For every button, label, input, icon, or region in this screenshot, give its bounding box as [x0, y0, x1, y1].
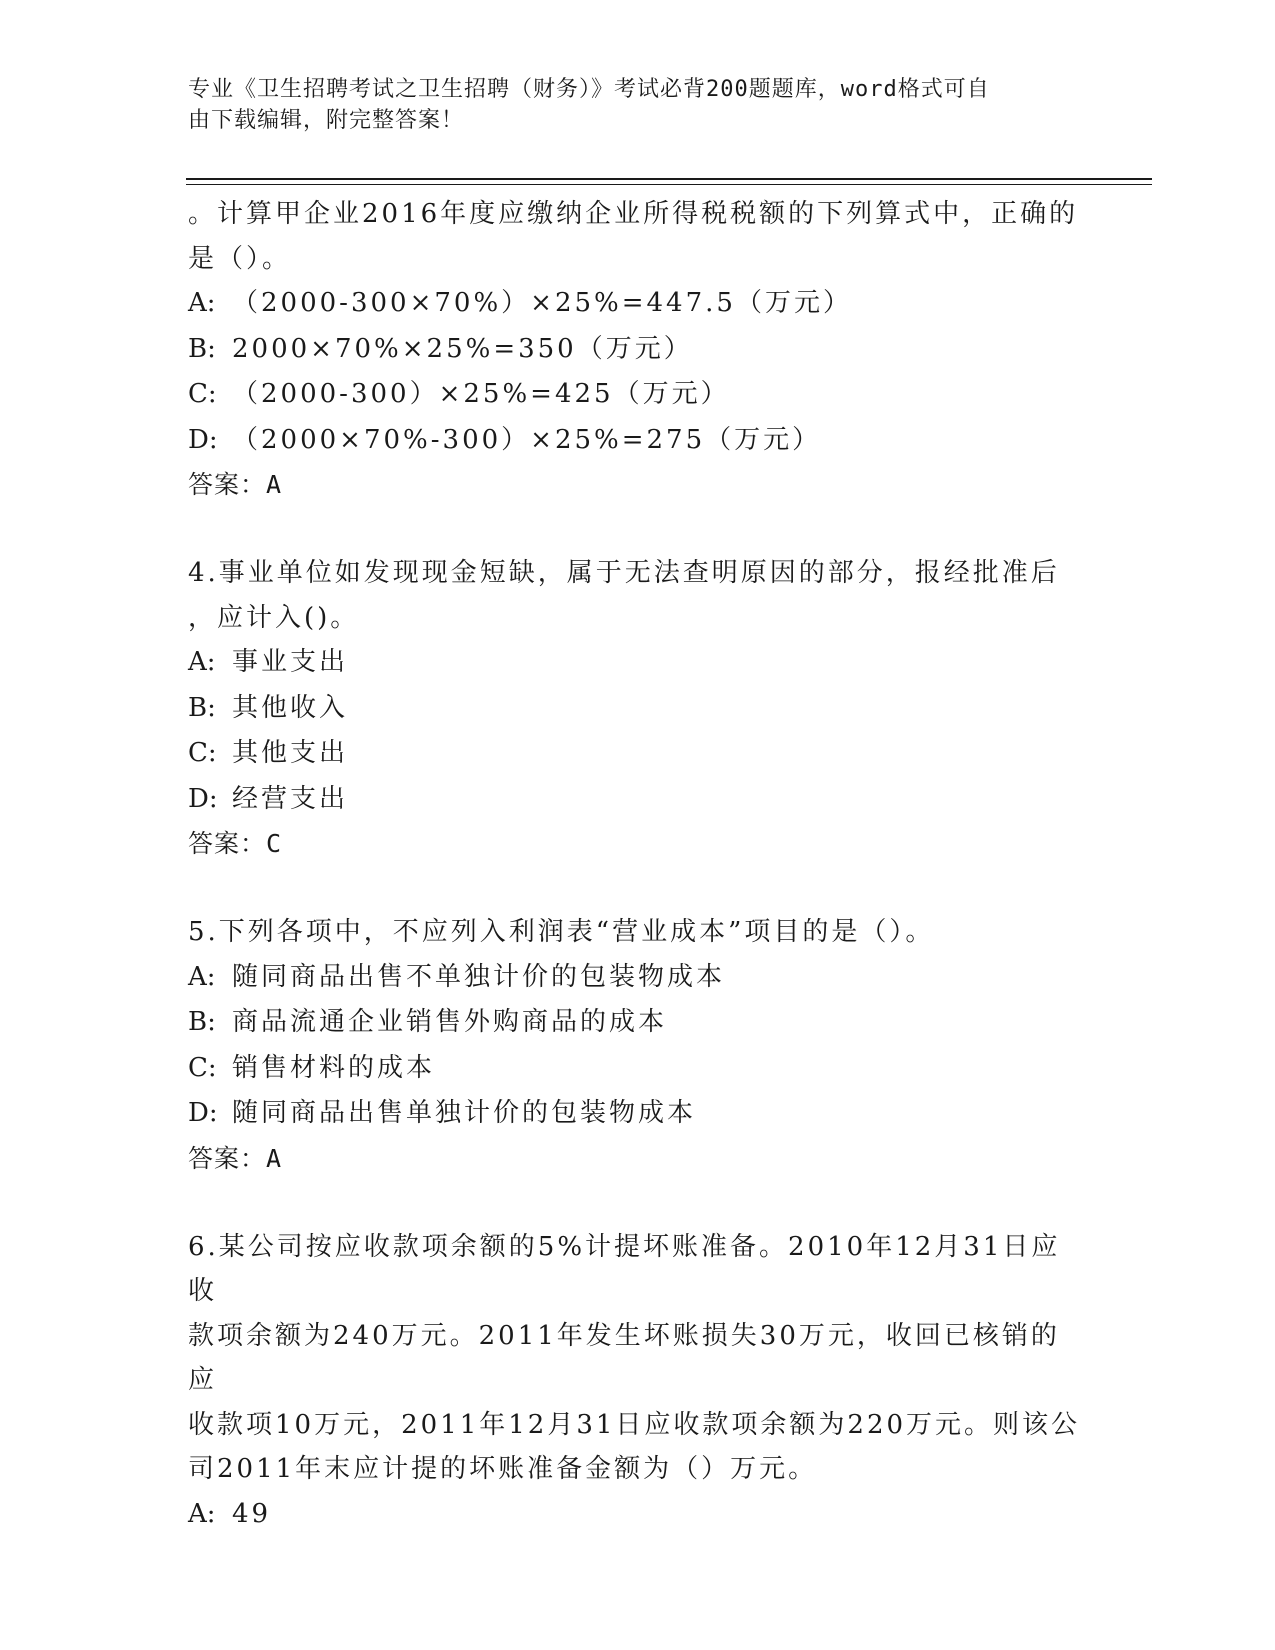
option-text: 商品流通企业销售外购商品的成本: [232, 1007, 668, 1037]
option-text: （2000-300×70%）×25%=447.5（万元）: [232, 288, 852, 318]
option-key: B:: [188, 1007, 216, 1037]
question-5-answer: 答案：A: [188, 1143, 283, 1173]
question-list: [188, 192, 1088, 1537]
question-3-answer: 答案：A: [188, 470, 283, 499]
spacer: [188, 507, 1088, 551]
question-6-text-line-2: 款项余额为240万元。2011年发生坏账损失30万元，收回已核销的应: [188, 1320, 1060, 1395]
option-text: 销售材料的成本: [232, 1052, 436, 1083]
question-3-text-line-1: 。计算甲企业2016年度应缴纳企业所得税税额的下列算式中，正确的: [188, 199, 1079, 229]
question-4-text-line-2: ，应计入()。: [188, 602, 360, 633]
question-4-option-a: [188, 640, 1088, 686]
option-text: 随同商品出售不单独计价的包装物成本: [232, 961, 726, 992]
option-key: D:: [188, 783, 218, 814]
option-key: A:: [188, 288, 216, 318]
option-text: 其他支出: [232, 738, 349, 768]
option-key: B:: [188, 333, 216, 364]
question-4-answer: 答案：C: [188, 829, 283, 858]
question-5-option-b: [188, 1000, 1088, 1046]
question-5-option-a: [188, 955, 1088, 1001]
option-key: B:: [188, 692, 216, 723]
question-4: [188, 551, 1088, 866]
option-text: 事业支出: [232, 647, 349, 677]
question-6: [188, 1225, 1088, 1538]
question-5-option-d: [188, 1091, 1088, 1137]
question-4-option-b: [188, 686, 1088, 732]
header-line-2: 由下载编辑，附完整答案！: [188, 108, 465, 133]
option-text: （2000-300）×25%=425（万元）: [232, 379, 730, 409]
option-text: 49: [232, 1498, 272, 1529]
spacer: [188, 866, 1088, 910]
option-key: D:: [188, 424, 218, 455]
question-5-option-c: [188, 1046, 1088, 1092]
question-3: [188, 192, 1088, 507]
option-key: A:: [188, 961, 216, 992]
question-3-option-b: [188, 327, 1088, 373]
option-key: C:: [188, 1052, 217, 1083]
spacer: [188, 1181, 1088, 1225]
question-6-text-line-1: 6.某公司按应收款项余额的5%计提坏账准备。2010年12月31日应收: [188, 1231, 1061, 1306]
question-4-option-d: [188, 777, 1088, 823]
question-5-text-line-1: 5.下列各项中，不应列入利润表“营业成本”项目的是（）。: [188, 917, 935, 947]
option-text: 经营支出: [232, 783, 349, 814]
option-key: D:: [188, 1098, 218, 1128]
question-6-text-line-3: 收款项10万元，2011年12月31日应收款项余额为220万元。则该公: [188, 1409, 1081, 1440]
question-4-text-line-1: 4.事业单位如发现现金短缺，属于无法查明原因的部分，报经批准后: [188, 558, 1060, 588]
option-text: 2000×70%×25%=350（万元）: [232, 333, 693, 364]
option-text: 随同商品出售单独计价的包装物成本: [232, 1098, 697, 1128]
option-text: 其他收入: [232, 692, 349, 723]
question-6-text-line-4: 司2011年末应计提的坏账准备金额为（）万元。: [188, 1454, 818, 1484]
header-divider-thick: [186, 178, 1152, 180]
option-text: （2000×70%-300）×25%=275（万元）: [232, 424, 822, 455]
question-3-option-a: [188, 281, 1088, 327]
question-6-option-a: [188, 1492, 1088, 1538]
option-key: A:: [188, 1498, 216, 1529]
question-3-option-c: [188, 372, 1088, 418]
question-4-option-c: [188, 731, 1088, 777]
question-3-text-line-2: 是（）。: [188, 243, 292, 274]
header-divider-thin: [186, 184, 1152, 185]
header-line-1: 专业《卫生招聘考试之卫生招聘（财务）》考试必背200题题库，word格式可自: [188, 77, 990, 102]
question-5: [188, 910, 1088, 1181]
option-key: A:: [188, 647, 216, 677]
document-header: [188, 74, 1068, 136]
question-3-option-d: [188, 418, 1088, 464]
option-key: C:: [188, 379, 217, 409]
option-key: C:: [188, 738, 217, 768]
